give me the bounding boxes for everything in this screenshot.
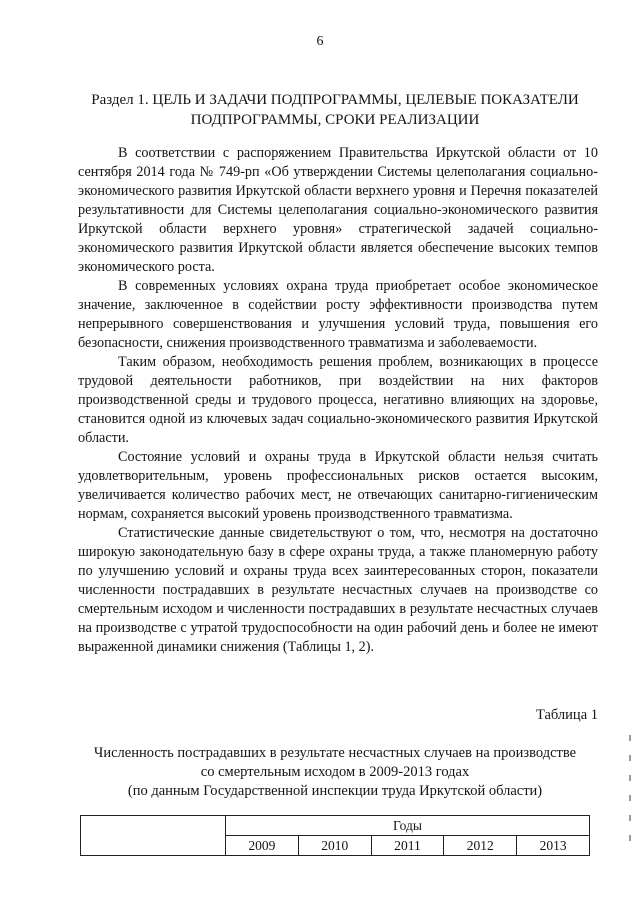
- paragraph: Состояние условий и охраны труда в Иркутской области нельзя считать удовлетворительным, уровень профессиональных рисков остается высоким, увеличивается количество рабочих мест, не отвечающих санитарно-гигиеническим нормам, сохраняется высокий уровень производственного травматизма.: [78, 449, 598, 522]
- year-header: 2011: [371, 836, 444, 856]
- years-group-header: Годы: [226, 816, 590, 836]
- table-header-row: [81, 816, 590, 836]
- year-header: 2013: [517, 836, 590, 856]
- table-caption-line-2: со смертельным исходом в 2009-2013 годах: [200, 764, 470, 780]
- table-caption-line-1: Численность пострадавших в результате несчастных случаев на производстве: [93, 745, 577, 761]
- year-header: 2012: [444, 836, 517, 856]
- year-header: 2010: [298, 836, 371, 856]
- paragraph: Таким образом, необходимость решения проблем, возникающих в процессе трудовой деятельности работников, при воздействии на них факторов производственной среды и трудового процесса, негативно влияющих на здоровье, становится одной из ключевых задач социально-экономического развития Иркутской области.: [78, 354, 598, 446]
- statistics-table-wrapper: [80, 815, 590, 856]
- paragraph: Статистические данные свидетельствуют о том, что, несмотря на достаточно широкую законодательную базу в сфере охраны труда, а также планомерную работу по улучшению условий и охраны труда всех заинтересованных сторон, показатели численности пострадавших в результате несчастных случаев на производстве со смертельным исходом и численности пострадавших в результате несчастных случаев на производстве с утратой трудоспособности на один рабочий день и более не имеют выраженной динамики снижения (Таблицы 1, 2).: [78, 525, 598, 655]
- table-label: Таблица 1: [535, 707, 598, 723]
- table-caption-line-3: (по данным Государственной инспекции труда Иркутской области): [127, 783, 543, 799]
- page-number: 6: [316, 34, 324, 49]
- table-corner-cell: [81, 816, 226, 856]
- paragraph: В соответствии с распоряжением Правительства Иркутской области от 10 сентября 2014 года № 749-рп «Об утверждении Системы целеполагания социально-экономического развития Иркутской области верхнего уровня и Перечня показателей результативности для Системы целеполагания социально-экономического развития Иркутской области верхнего уровня» стратегической задачей социально-экономического развития Иркутской области является обеспечение высоких темпов экономического роста.: [78, 145, 598, 275]
- body-text: [78, 144, 598, 657]
- statistics-table: [80, 815, 590, 856]
- year-header: 2009: [226, 836, 299, 856]
- section-title: [70, 90, 600, 130]
- scan-edge-marks: [628, 735, 632, 855]
- section-title-line-1: Раздел 1. ЦЕЛЬ И ЗАДАЧИ ПОДПРОГРАММЫ, ЦЕЛЕВЫЕ ПОКАЗАТЕЛИ: [91, 92, 579, 108]
- paragraph: В современных условиях охрана труда приобретает особое экономическое значение, заключенное в содействии росту эффективности производства путем непрерывного совершенствования и улучшения условий труда, повышения его безопасности, снижения производственного травматизма и заболеваемости.: [78, 278, 598, 351]
- section-title-line-2: ПОДПРОГРАММЫ, СРОКИ РЕАЛИЗАЦИИ: [190, 112, 480, 128]
- table-caption: [70, 744, 600, 801]
